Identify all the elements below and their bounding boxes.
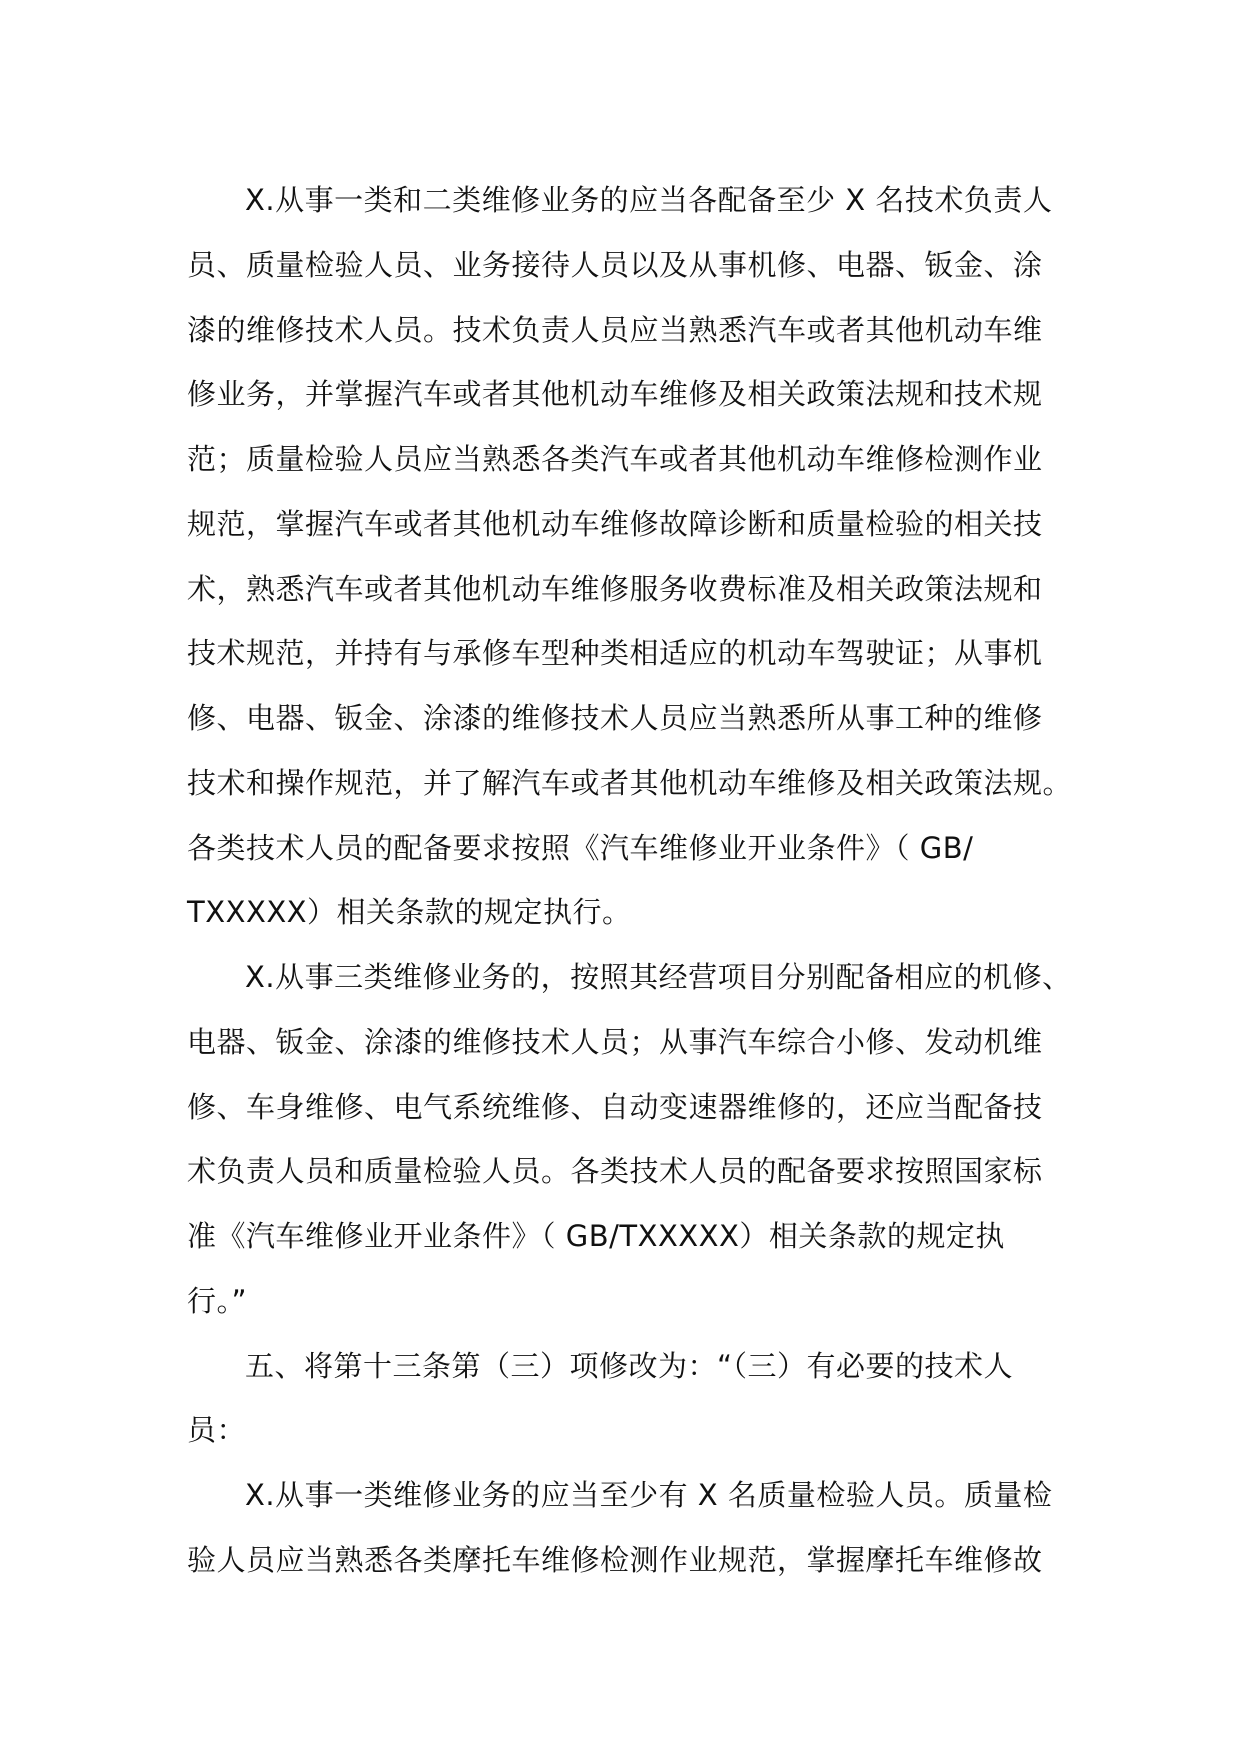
paragraph-line: 技术规范，并持有与承修车型种类相适应的机动车驾驶证；从事机	[187, 636, 1043, 671]
paragraph-line: X.从事三类维修业务的，按照其经营项目分别配备相应的机修、	[245, 960, 1072, 994]
paragraph-line: 准《汽车维修业开业条件》（ GB/TXXXXX）相关条款的规定执	[187, 1219, 1005, 1253]
paragraph-line: 规范，掌握汽车或者其他机动车维修故障诊断和质量检验的相关技	[187, 506, 1043, 541]
paragraph-line: 员、质量检验人员、业务接待人员以及从事机修、电器、钣金、涂	[187, 247, 1043, 282]
paragraph-line: 术负责人员和质量检验人员。各类技术人员的配备要求按照国家标	[187, 1154, 1043, 1189]
paragraph-line: 修、电器、钣金、涂漆的维修技术人员应当熟悉所从事工种的维修	[187, 701, 1043, 735]
body-text	[187, 168, 1073, 1593]
paragraph-line: 范；质量检验人员应当熟悉各类汽车或者其他机动车维修检测作业	[187, 442, 1043, 476]
paragraph-line: 电器、钣金、涂漆的维修技术人员；从事汽车综合小修、发动机维	[187, 1024, 1043, 1059]
paragraph-line: 各类技术人员的配备要求按照《汽车维修业开业条件》（ GB/	[187, 830, 974, 865]
paragraph-line: X.从事一类和二类维修业务的应当各配备至少 X 名技术负责人	[245, 183, 1053, 217]
paragraph-line: 修业务，并掌握汽车或者其他机动车维修及相关政策法规和技术规	[187, 377, 1043, 412]
paragraph-line: 员：	[187, 1413, 247, 1448]
paragraph-line: 行。”	[187, 1283, 248, 1318]
paragraph-line: TXXXXX）相关条款的规定执行。	[187, 895, 632, 930]
paragraph-line: X.从事一类维修业务的应当至少有 X 名质量检验人员。质量检	[245, 1478, 1053, 1512]
paragraph-line: 漆的维修技术人员。技术负责人员应当熟悉汽车或者其他机动车维	[187, 312, 1043, 347]
paragraph-line: 技术和操作规范，并了解汽车或者其他机动车维修及相关政策法规。	[187, 765, 1073, 800]
paragraph-line: 验人员应当熟悉各类摩托车维修检测作业规范，掌握摩托车维修故	[187, 1542, 1043, 1577]
paragraph-line: 术，熟悉汽车或者其他机动车维修服务收费标准及相关政策法规和	[187, 571, 1043, 606]
paragraph-line: 五、将第十三条第（三）项修改为：“（三）有必要的技术人	[245, 1348, 1014, 1383]
paragraph-line: 修、车身维修、电气系统维修、自动变速器维修的，还应当配备技	[187, 1089, 1043, 1124]
